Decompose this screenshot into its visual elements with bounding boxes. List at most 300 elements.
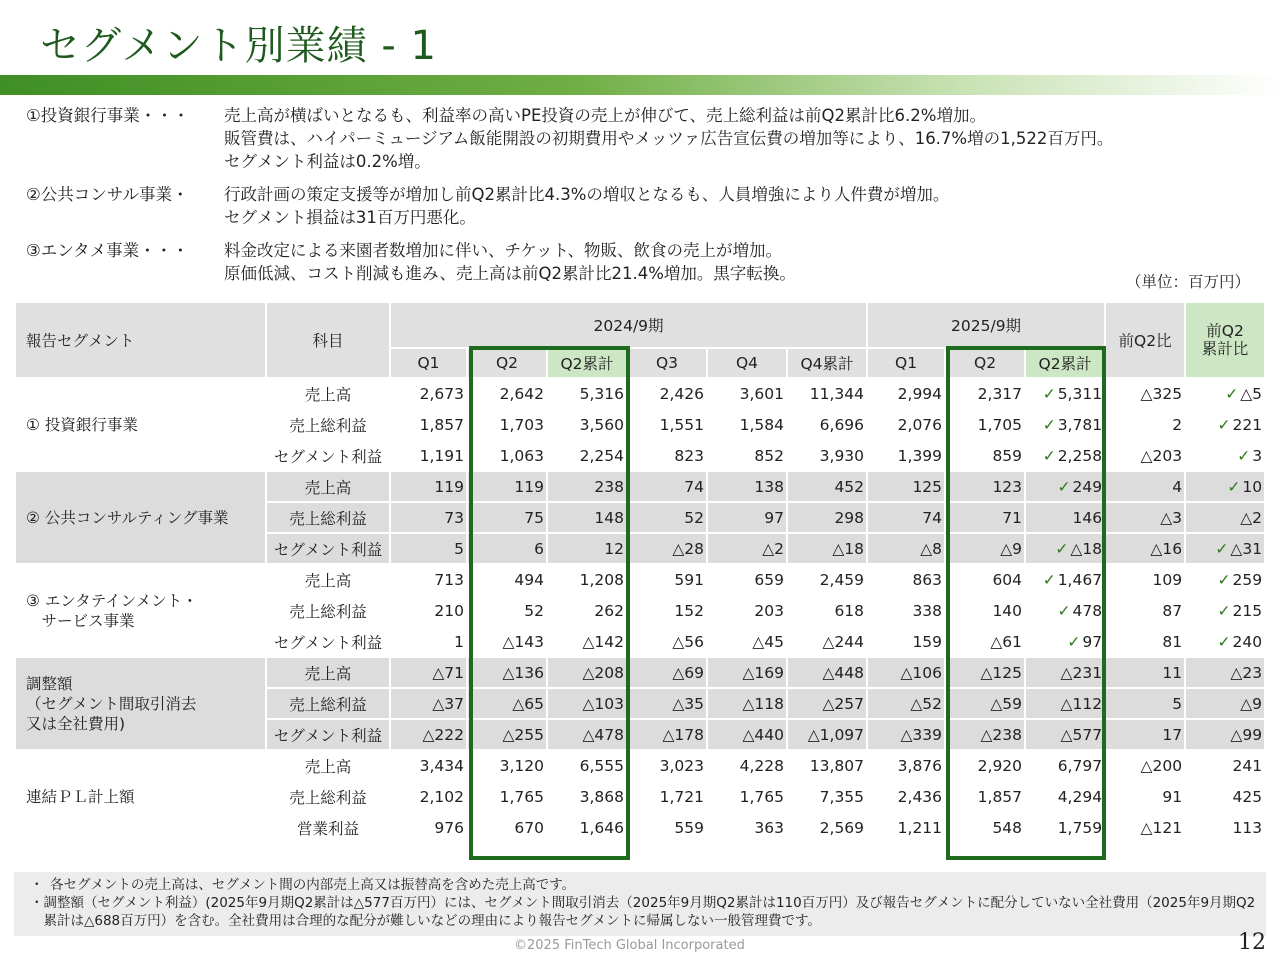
value-cell bbox=[868, 472, 944, 501]
row-item-label: 売上総利益 bbox=[289, 416, 367, 435]
value-cell bbox=[1106, 410, 1184, 439]
cell-value: 6,555 bbox=[579, 756, 624, 775]
cell-value: 1 bbox=[454, 632, 464, 651]
summary-line: 原価低減、コスト削減も進み、売上高は前Q2累計比21.4%増加。黒字転換。 bbox=[224, 264, 796, 283]
cell-value: △136 bbox=[502, 663, 544, 682]
value-cell bbox=[868, 410, 944, 439]
value-cell bbox=[1186, 565, 1264, 594]
row-item-label: 売上高 bbox=[304, 385, 352, 404]
value-cell bbox=[1186, 627, 1264, 656]
cell-value: 240 bbox=[1232, 632, 1263, 651]
cell-value: 618 bbox=[834, 601, 865, 620]
cell-value: 478 bbox=[1072, 601, 1103, 620]
cell-value: △169 bbox=[742, 663, 784, 682]
segment-name-line: ① 投資銀行事業 bbox=[26, 415, 138, 434]
segment-name-line: ③ エンタテインメント・ bbox=[26, 591, 198, 610]
value-cell bbox=[391, 627, 466, 656]
cell-value: 2,569 bbox=[819, 818, 865, 837]
value-cell bbox=[788, 689, 866, 718]
cell-value: 221 bbox=[1232, 415, 1263, 434]
check-mark-icon: ✓ bbox=[1057, 477, 1071, 496]
value-cell bbox=[628, 627, 706, 656]
value-cell bbox=[868, 627, 944, 656]
cell-value: 3,434 bbox=[419, 756, 464, 775]
header-yoy-cumulative-line2: 累計比 bbox=[1201, 340, 1249, 358]
cell-value: 3,601 bbox=[739, 384, 784, 403]
cell-value: 12 bbox=[604, 539, 624, 558]
cell-value: 2,254 bbox=[579, 446, 624, 465]
row-item-label: 売上高 bbox=[267, 658, 389, 687]
value-cell bbox=[628, 813, 706, 842]
cell-value: 210 bbox=[434, 601, 464, 620]
segment-name bbox=[16, 751, 265, 842]
cell-value: 670 bbox=[514, 818, 544, 837]
row-item-label: 売上総利益 bbox=[289, 788, 367, 807]
header-2024-5: Q4累計 bbox=[788, 349, 866, 377]
cell-value: 119 bbox=[434, 477, 464, 496]
cell-value: 97 bbox=[764, 508, 784, 527]
value-cell bbox=[628, 720, 706, 749]
cell-value: 1,208 bbox=[579, 570, 624, 589]
cell-value: 6 bbox=[534, 539, 544, 558]
cell-value: 3,781 bbox=[1057, 415, 1103, 434]
summary-line: セグメント利益は0.2%増。 bbox=[224, 152, 431, 171]
summary-body bbox=[224, 239, 1276, 285]
cell-value: △2 bbox=[1240, 508, 1263, 527]
summary-item bbox=[26, 183, 1276, 229]
row-item-label: セグメント利益 bbox=[273, 447, 383, 466]
cell-value: 73 bbox=[444, 508, 464, 527]
cell-value: 859 bbox=[992, 446, 1023, 465]
header-fy2025: 2025/9期 bbox=[868, 303, 1104, 347]
copyright-footer: ©2025 FinTech Global Incorporated bbox=[514, 938, 745, 953]
segment-name-line: 又は全社費用) bbox=[26, 714, 126, 733]
cell-value: 2,258 bbox=[1057, 446, 1103, 465]
value-cell bbox=[391, 534, 466, 563]
segment-name bbox=[16, 379, 265, 470]
cell-value: 1,551 bbox=[659, 415, 704, 434]
note-text: 各セグメントの売上高は、セグメント間の内部売上高又は振替高を含めた売上高です。 bbox=[50, 877, 576, 893]
cell-value: 140 bbox=[992, 601, 1023, 620]
cell-value: 238 bbox=[594, 477, 624, 496]
cell-value: 1,584 bbox=[739, 415, 784, 434]
summary-line: 売上高が横ばいとなるも、利益率の高いPE投資の売上が伸びて、売上総利益は前Q2累計比6.2%増加。 bbox=[224, 106, 986, 125]
value-cell bbox=[868, 689, 944, 718]
cell-value: 81 bbox=[1162, 632, 1183, 651]
summary-heading: ③エンタメ事業・・・ bbox=[26, 241, 189, 260]
cell-value: 338 bbox=[912, 601, 943, 620]
header-fy2024: 2024/9期 bbox=[391, 303, 866, 347]
value-cell bbox=[1106, 813, 1184, 842]
value-cell bbox=[628, 689, 706, 718]
cell-value: △31 bbox=[1230, 539, 1263, 558]
value-cell bbox=[391, 441, 466, 470]
cell-value: 119 bbox=[514, 477, 544, 496]
cell-value: 2,642 bbox=[499, 384, 544, 403]
cell-value: 3,868 bbox=[579, 787, 624, 806]
cell-value: 1,705 bbox=[977, 415, 1023, 434]
cell-value: 5 bbox=[1172, 694, 1183, 713]
cell-value: 1,399 bbox=[897, 446, 943, 465]
cell-value: △577 bbox=[1060, 725, 1103, 744]
cell-value: 2,459 bbox=[819, 570, 865, 589]
value-cell bbox=[1186, 472, 1264, 501]
header-item: 科目 bbox=[267, 303, 389, 377]
value-cell bbox=[391, 410, 466, 439]
header-segment: 報告セグメント bbox=[16, 303, 265, 377]
cell-value: 363 bbox=[754, 818, 784, 837]
value-cell bbox=[788, 658, 866, 687]
cell-value: 241 bbox=[1232, 756, 1263, 775]
cell-value: 863 bbox=[912, 570, 943, 589]
note-item bbox=[30, 894, 1266, 930]
cell-value: 4,228 bbox=[739, 756, 784, 775]
row-item-label: 売上高 bbox=[267, 472, 389, 501]
cell-value: 3,930 bbox=[819, 446, 865, 465]
value-cell bbox=[868, 379, 944, 408]
value-cell bbox=[1186, 813, 1264, 842]
cell-value: 249 bbox=[1072, 477, 1103, 496]
value-cell bbox=[788, 379, 866, 408]
cell-value: 91 bbox=[1162, 787, 1183, 806]
cell-value: △231 bbox=[1060, 663, 1103, 682]
value-cell bbox=[708, 441, 786, 470]
cell-value: 11,344 bbox=[809, 384, 865, 403]
value-cell bbox=[788, 565, 866, 594]
segment-name-line: ② 公共コンサルティング事業 bbox=[26, 508, 229, 527]
check-mark-icon: ✓ bbox=[1042, 446, 1056, 465]
cell-value: △56 bbox=[672, 632, 704, 651]
segment-name-line: 連結ＰＬ計上額 bbox=[26, 787, 135, 806]
note-bullet: ・ bbox=[30, 877, 44, 893]
value-cell bbox=[1106, 379, 1184, 408]
value-cell bbox=[708, 658, 786, 687]
cell-value: △325 bbox=[1140, 384, 1183, 403]
value-cell bbox=[628, 441, 706, 470]
value-cell bbox=[708, 565, 786, 594]
value-cell bbox=[1186, 379, 1264, 408]
cell-value: 2,076 bbox=[897, 415, 943, 434]
value-cell bbox=[1186, 441, 1264, 470]
cell-value: 113 bbox=[1232, 818, 1263, 837]
cell-value: △203 bbox=[1140, 446, 1183, 465]
cell-value: △9 bbox=[1240, 694, 1263, 713]
value-cell bbox=[391, 565, 466, 594]
check-mark-icon: ✓ bbox=[1225, 384, 1239, 403]
value-cell bbox=[1186, 410, 1264, 439]
value-cell bbox=[391, 658, 466, 687]
value-cell bbox=[391, 472, 466, 501]
value-cell bbox=[788, 410, 866, 439]
check-mark-icon: ✓ bbox=[1217, 415, 1231, 434]
cell-value: 97 bbox=[1082, 632, 1103, 651]
cell-value: 494 bbox=[514, 570, 544, 589]
header-2024-0: Q1 bbox=[391, 349, 466, 377]
cell-value: 2,436 bbox=[897, 787, 943, 806]
cell-value: 2 bbox=[1172, 415, 1183, 434]
notes-section bbox=[14, 872, 1266, 936]
header-yoy-cumulative bbox=[1186, 303, 1264, 377]
row-item-label: 売上総利益 bbox=[267, 689, 389, 718]
cell-value: 1,646 bbox=[579, 818, 624, 837]
note-text: 調整額（セグメント利益）(2025年9月期Q2累計は△577百万円）には、セグメント間取引消去（2025年9月期Q2累計は110百万円）及び報告セグメントに配分していない全社費用（2025年9月期Q2累計は△688百万円）を含む。全社費用は合理的な配分が難しいなどの理由により報告セグメントに帰属しない一般管理費です。 bbox=[43, 895, 1256, 929]
value-cell bbox=[708, 689, 786, 718]
value-cell bbox=[788, 472, 866, 501]
value-cell bbox=[788, 503, 866, 532]
value-cell bbox=[628, 379, 706, 408]
cell-value: △23 bbox=[1230, 663, 1263, 682]
value-cell bbox=[628, 658, 706, 687]
check-mark-icon: ✓ bbox=[1042, 570, 1056, 589]
cell-value: 1,857 bbox=[419, 415, 464, 434]
value-cell bbox=[708, 596, 786, 625]
cell-value: △125 bbox=[980, 663, 1023, 682]
cell-value: △112 bbox=[1060, 694, 1103, 713]
check-mark-icon: ✓ bbox=[1217, 601, 1231, 620]
cell-value: 1,211 bbox=[897, 818, 943, 837]
cell-value: 17 bbox=[1162, 725, 1183, 744]
summary-heading: ②公共コンサル事業・ bbox=[26, 185, 189, 204]
cell-value: 2,673 bbox=[419, 384, 464, 403]
cell-value: △200 bbox=[1140, 756, 1183, 775]
cell-value: △244 bbox=[822, 632, 865, 651]
value-cell bbox=[868, 503, 944, 532]
value-cell bbox=[1186, 503, 1264, 532]
segment-name-line: 調整額 bbox=[26, 674, 73, 693]
value-cell bbox=[391, 720, 466, 749]
value-cell bbox=[788, 813, 866, 842]
cell-value: △59 bbox=[990, 694, 1023, 713]
unit-label: （単位：百万円） bbox=[1126, 273, 1251, 291]
cell-value: 109 bbox=[1152, 570, 1183, 589]
value-cell bbox=[1106, 751, 1184, 780]
value-cell bbox=[628, 596, 706, 625]
cell-value: 5,311 bbox=[1057, 384, 1103, 403]
cell-value: 52 bbox=[524, 601, 544, 620]
cell-value: △440 bbox=[742, 725, 784, 744]
cell-value: 1,759 bbox=[1057, 818, 1103, 837]
cell-value: △71 bbox=[432, 663, 464, 682]
cell-value: △222 bbox=[422, 725, 464, 744]
value-cell bbox=[868, 534, 944, 563]
value-cell bbox=[391, 596, 466, 625]
cell-value: 823 bbox=[674, 446, 704, 465]
value-cell bbox=[788, 751, 866, 780]
header-2024-4: Q4 bbox=[708, 349, 786, 377]
header-2025-0: Q1 bbox=[868, 349, 944, 377]
note-item bbox=[30, 876, 1266, 894]
value-cell bbox=[628, 565, 706, 594]
page-title: セグメント別業績 - 1 bbox=[40, 23, 437, 69]
cell-value: 425 bbox=[1232, 787, 1263, 806]
cell-value: 3,876 bbox=[897, 756, 943, 775]
summary-line: 料金改定による来園者数増加に伴い、チケット、物販、飲食の売上が増加。 bbox=[224, 241, 783, 260]
cell-value: 2,102 bbox=[419, 787, 464, 806]
cell-value: 3,023 bbox=[659, 756, 704, 775]
cell-value: △238 bbox=[980, 725, 1023, 744]
cell-value: △16 bbox=[1150, 539, 1183, 558]
row-item-label: 売上総利益 bbox=[267, 503, 389, 532]
header-2025-1: Q2 bbox=[946, 349, 1024, 377]
cell-value: △106 bbox=[900, 663, 943, 682]
cell-value: △118 bbox=[742, 694, 784, 713]
cell-value: 559 bbox=[674, 818, 704, 837]
cell-value: 75 bbox=[524, 508, 544, 527]
value-cell bbox=[391, 751, 466, 780]
value-cell bbox=[1186, 689, 1264, 718]
value-cell bbox=[1186, 596, 1264, 625]
segment-name bbox=[16, 658, 265, 749]
summary-item bbox=[26, 239, 1276, 285]
cell-value: △448 bbox=[822, 663, 865, 682]
cell-value: 11 bbox=[1162, 663, 1183, 682]
cell-value: 5,316 bbox=[579, 384, 624, 403]
cell-value: 6,797 bbox=[1057, 756, 1103, 775]
value-cell bbox=[1186, 751, 1264, 780]
value-cell bbox=[708, 379, 786, 408]
cell-value: 1,703 bbox=[499, 415, 544, 434]
cell-value: △52 bbox=[910, 694, 943, 713]
cell-value: △255 bbox=[502, 725, 544, 744]
value-cell bbox=[628, 782, 706, 811]
value-cell bbox=[788, 441, 866, 470]
value-cell bbox=[391, 689, 466, 718]
cell-value: 1,857 bbox=[977, 787, 1023, 806]
value-cell bbox=[1106, 565, 1184, 594]
cell-value: 125 bbox=[912, 477, 943, 496]
value-cell bbox=[868, 441, 944, 470]
value-cell bbox=[868, 751, 944, 780]
row-item-label: セグメント利益 bbox=[273, 633, 383, 652]
cell-value: 71 bbox=[1002, 508, 1023, 527]
check-mark-icon: ✓ bbox=[1215, 539, 1229, 558]
page-number: 12 bbox=[1238, 930, 1266, 955]
cell-value: △8 bbox=[920, 539, 943, 558]
value-cell bbox=[1106, 503, 1184, 532]
check-mark-icon: ✓ bbox=[1237, 446, 1251, 465]
value-cell bbox=[391, 503, 466, 532]
segment-name-line: （セグメント間取引消去 bbox=[26, 694, 197, 713]
cell-value: △99 bbox=[1230, 725, 1263, 744]
value-cell bbox=[628, 410, 706, 439]
value-cell bbox=[391, 379, 466, 408]
value-cell bbox=[788, 596, 866, 625]
row-item-label: 売上総利益 bbox=[289, 602, 367, 621]
cell-value: △339 bbox=[900, 725, 943, 744]
value-cell bbox=[391, 813, 466, 842]
row-item-label: 売上高 bbox=[304, 757, 352, 776]
row-item-label: セグメント利益 bbox=[267, 534, 389, 563]
cell-value: 604 bbox=[992, 570, 1023, 589]
cell-value: △143 bbox=[502, 632, 544, 651]
check-mark-icon: ✓ bbox=[1042, 415, 1056, 434]
value-cell bbox=[1186, 658, 1264, 687]
cell-value: 146 bbox=[1072, 508, 1103, 527]
cell-value: 1,765 bbox=[499, 787, 544, 806]
value-cell bbox=[708, 627, 786, 656]
cell-value: 852 bbox=[754, 446, 784, 465]
value-cell bbox=[628, 534, 706, 563]
cell-value: △9 bbox=[1000, 539, 1023, 558]
value-cell bbox=[868, 720, 944, 749]
cell-value: 148 bbox=[594, 508, 624, 527]
note-bullet: ・ bbox=[30, 895, 44, 911]
cell-value: △257 bbox=[822, 694, 865, 713]
value-cell bbox=[708, 782, 786, 811]
value-cell bbox=[1106, 689, 1184, 718]
cell-value: △3 bbox=[1160, 508, 1183, 527]
header-2025-2: Q2累計 bbox=[1026, 349, 1104, 377]
check-mark-icon: ✓ bbox=[1057, 601, 1071, 620]
cell-value: △142 bbox=[582, 632, 624, 651]
cell-value: △37 bbox=[432, 694, 464, 713]
cell-value: △45 bbox=[752, 632, 784, 651]
summary-item bbox=[26, 104, 1276, 173]
check-mark-icon: ✓ bbox=[1217, 632, 1231, 651]
cell-value: 2,994 bbox=[897, 384, 943, 403]
value-cell bbox=[868, 658, 944, 687]
highlight-box-2024-q2 bbox=[469, 346, 630, 860]
value-cell bbox=[391, 782, 466, 811]
check-mark-icon: ✓ bbox=[1055, 539, 1069, 558]
check-mark-icon: ✓ bbox=[1042, 384, 1056, 403]
value-cell bbox=[788, 782, 866, 811]
cell-value: 4,294 bbox=[1057, 787, 1103, 806]
segment-name-line: サービス事業 bbox=[26, 611, 135, 630]
cell-value: 1,063 bbox=[499, 446, 544, 465]
cell-value: 1,721 bbox=[659, 787, 704, 806]
cell-value: △65 bbox=[512, 694, 544, 713]
value-cell bbox=[868, 782, 944, 811]
cell-value: 262 bbox=[594, 601, 624, 620]
summary-body bbox=[224, 183, 1276, 229]
value-cell bbox=[1106, 441, 1184, 470]
header-2024-3: Q3 bbox=[628, 349, 706, 377]
segment-name bbox=[16, 472, 265, 563]
segment-name bbox=[16, 565, 265, 656]
value-cell bbox=[708, 503, 786, 532]
value-cell bbox=[628, 503, 706, 532]
row-item-label: 売上高 bbox=[304, 571, 352, 590]
highlight-box-2025-q2 bbox=[946, 346, 1106, 860]
header-yoy: 前Q2比 bbox=[1106, 303, 1184, 377]
cell-value: 7,355 bbox=[819, 787, 865, 806]
cell-value: 591 bbox=[674, 570, 704, 589]
title-gradient-bar bbox=[0, 75, 1280, 95]
value-cell bbox=[1106, 472, 1184, 501]
cell-value: 3,560 bbox=[579, 415, 624, 434]
cell-value: 74 bbox=[922, 508, 943, 527]
cell-value: 87 bbox=[1162, 601, 1183, 620]
check-mark-icon: ✓ bbox=[1067, 632, 1081, 651]
cell-value: 74 bbox=[684, 477, 704, 496]
cell-value: △1,097 bbox=[807, 725, 865, 744]
summary-section bbox=[26, 104, 1276, 295]
header-2024-2: Q2累計 bbox=[548, 349, 626, 377]
check-mark-icon: ✓ bbox=[1217, 570, 1231, 589]
cell-value: 3,120 bbox=[499, 756, 544, 775]
value-cell bbox=[868, 565, 944, 594]
summary-body bbox=[224, 104, 1276, 173]
cell-value: 1,467 bbox=[1057, 570, 1103, 589]
cell-value: 152 bbox=[674, 601, 704, 620]
cell-value: △208 bbox=[582, 663, 624, 682]
cell-value: 2,920 bbox=[977, 756, 1023, 775]
cell-value: △35 bbox=[672, 694, 704, 713]
value-cell bbox=[788, 534, 866, 563]
cell-value: 259 bbox=[1232, 570, 1263, 589]
value-cell bbox=[1186, 782, 1264, 811]
